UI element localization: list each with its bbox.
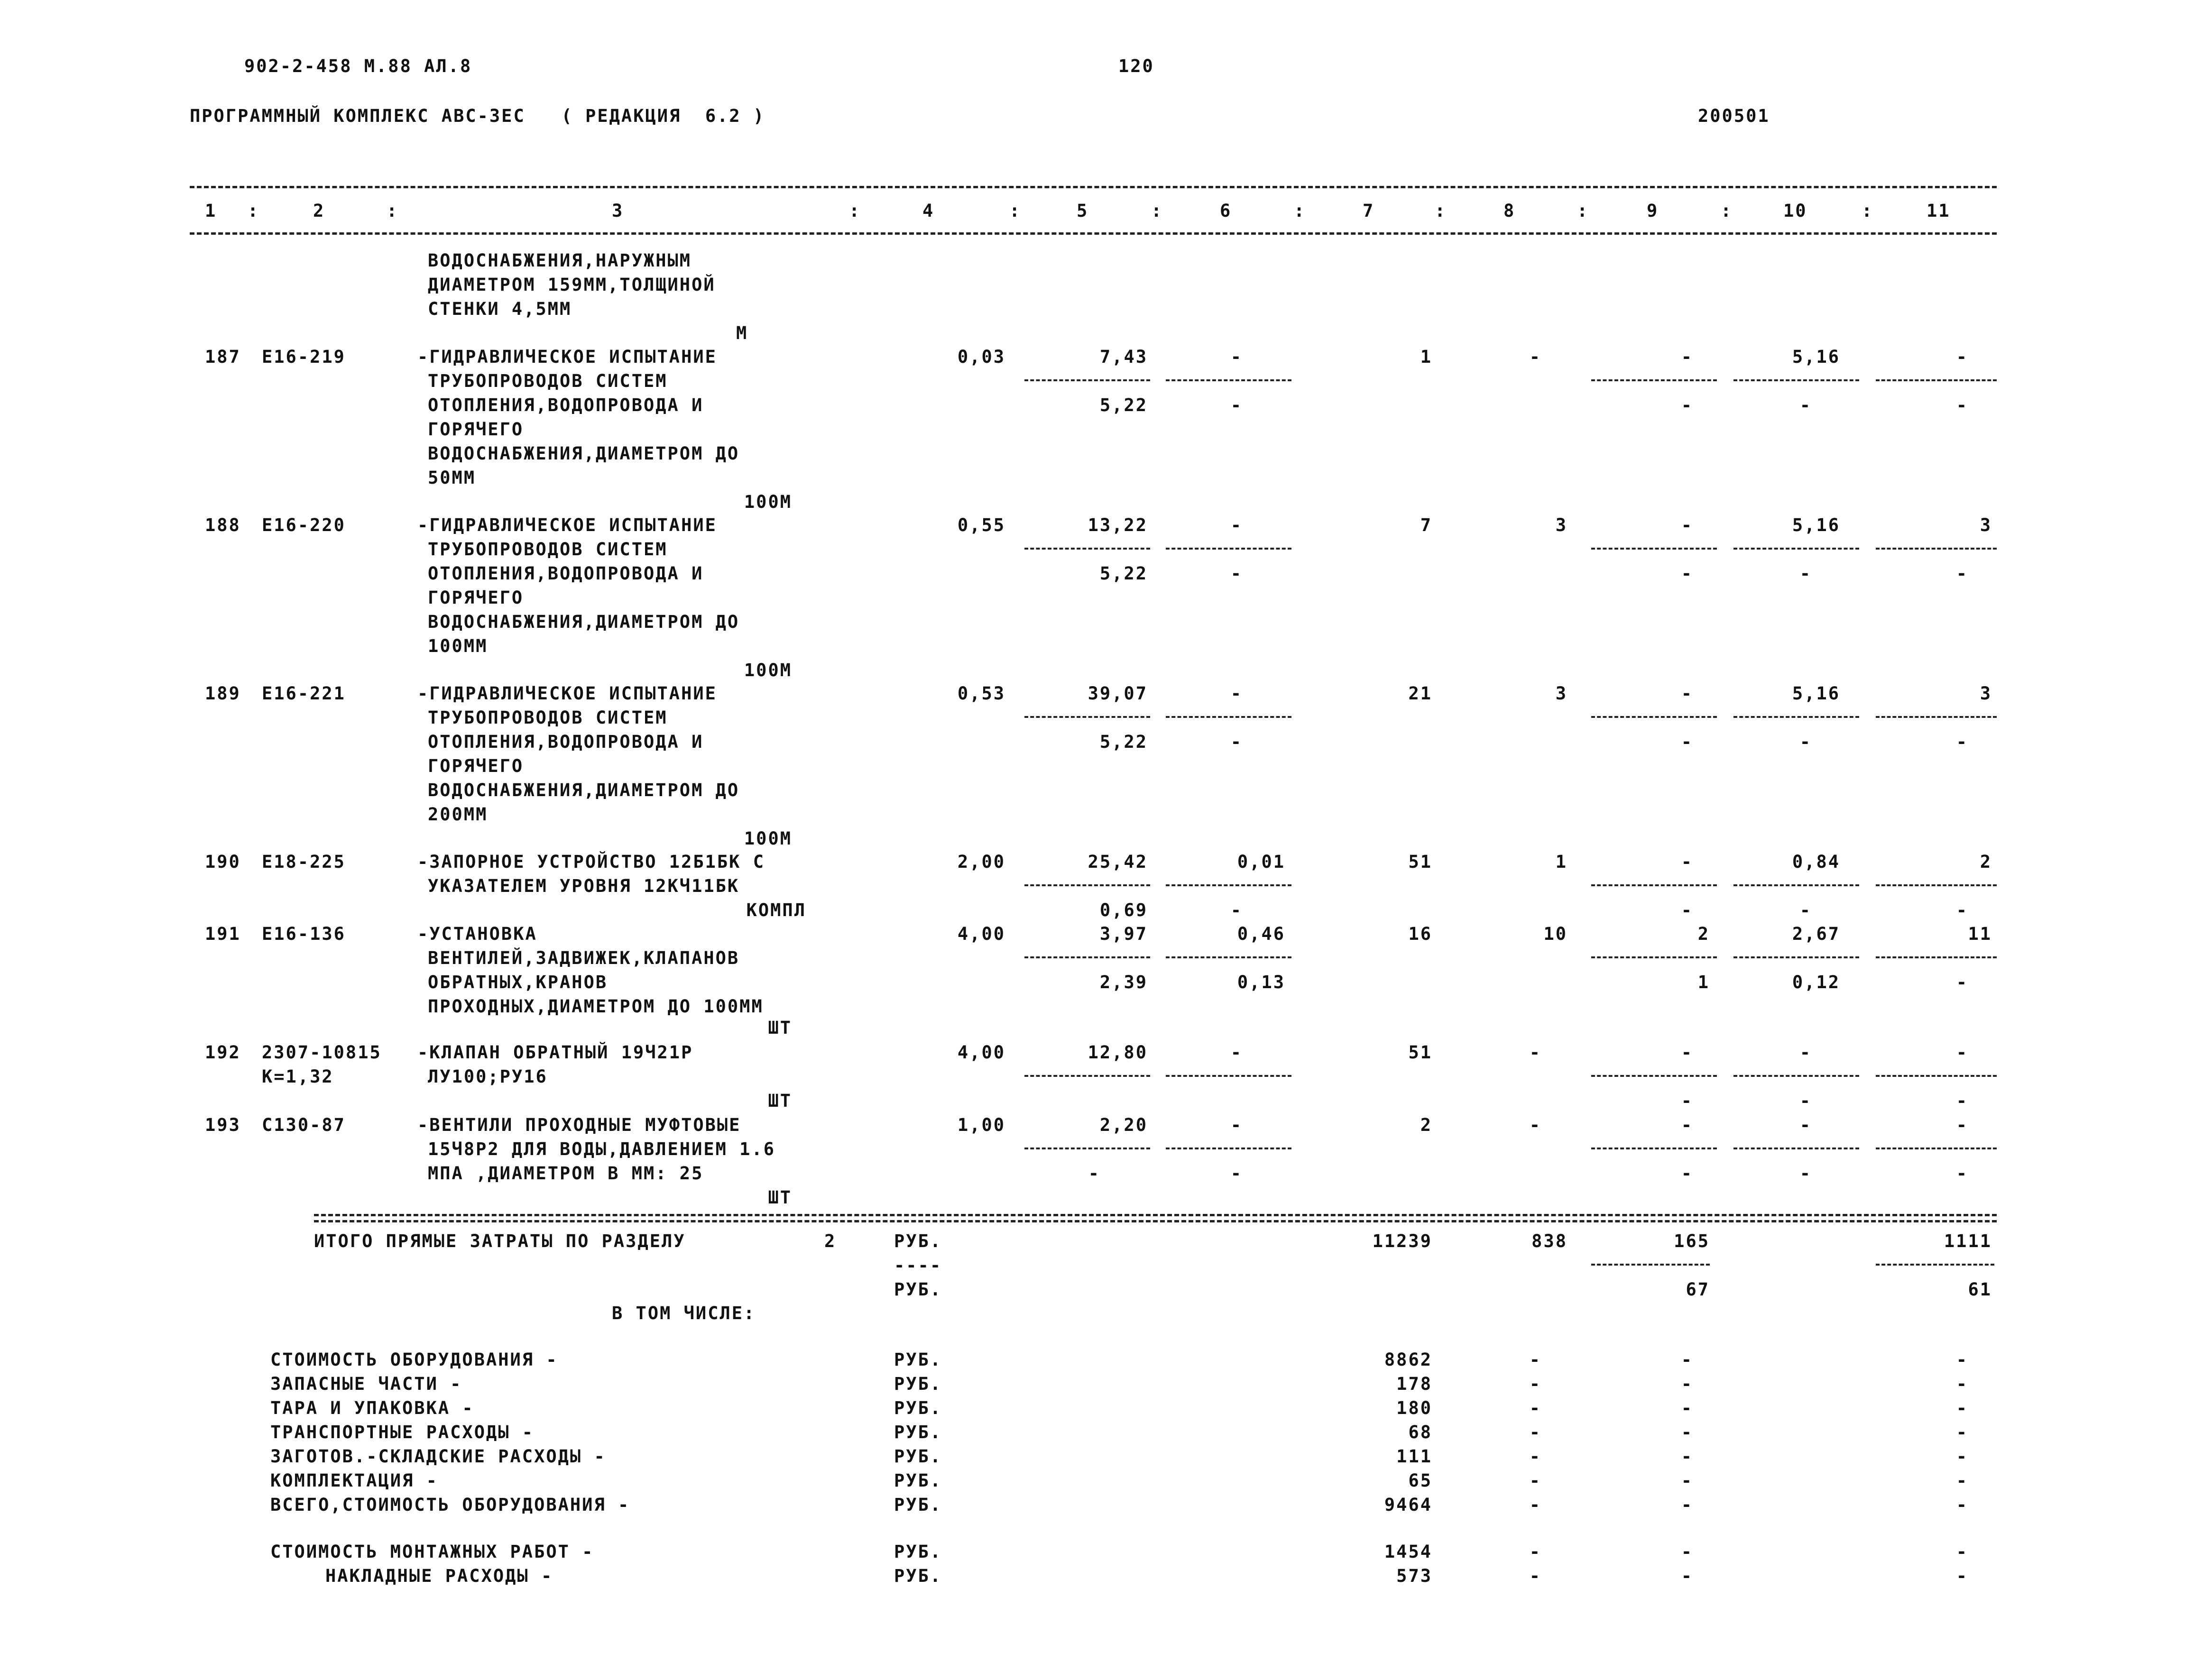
- mounting-currency: РУБ.: [894, 1542, 942, 1562]
- row-desc-line: ВЕНТИЛЕЙ,ЗАДВИЖЕК,КЛАПАНОВ: [428, 948, 740, 968]
- row-underline: [1166, 1148, 1291, 1149]
- row-desc-line: -ЗАПОРНОЕ УСТРОЙСТВО 12Б1БК С: [417, 852, 765, 872]
- breakdown-currency: РУБ.: [894, 1446, 942, 1467]
- row-underline: [1876, 548, 1997, 550]
- row-number: 190: [205, 852, 241, 872]
- row-c5a: 12,80: [1088, 1042, 1148, 1063]
- totals-currency: РУБ.: [894, 1231, 942, 1251]
- row-desc-line: 15Ч8Р2 ДЛЯ ВОДЫ,ДАВЛЕНИЕМ 1.6: [428, 1139, 776, 1159]
- row-c9b: -: [1681, 900, 1693, 920]
- row-quantity: 0,03: [957, 347, 1005, 367]
- row-underline: [1166, 956, 1291, 958]
- row-c9b: -: [1681, 732, 1693, 752]
- row-c6b: -: [1230, 563, 1243, 584]
- row-code: С130-87: [262, 1115, 346, 1135]
- mounting-c9: -: [1681, 1542, 1693, 1562]
- carry-line: СТЕНКИ 4,5ММ: [428, 299, 572, 319]
- row-desc-line: ГОРЯЧЕГО: [428, 419, 524, 440]
- carry-line: ВОДОСНАБЖЕНИЯ,НАРУЖНЫМ: [428, 250, 692, 271]
- row-c11a: 3: [1980, 683, 1992, 704]
- col-header-4: 4: [922, 201, 935, 221]
- row-c5a: 39,07: [1088, 683, 1148, 704]
- row-c11a: -: [1956, 347, 1968, 367]
- row-underline: [1591, 548, 1717, 550]
- row-unit: ШТ: [768, 1018, 792, 1038]
- row-underline: [1591, 716, 1717, 718]
- row-desc-line: ТРУБОПРОВОДОВ СИСТЕМ: [428, 539, 668, 560]
- row-c9b: -: [1681, 1091, 1693, 1111]
- row-c10a: -: [1799, 1042, 1812, 1063]
- breakdown-currency: РУБ.: [894, 1350, 942, 1370]
- row-c6a: -: [1230, 1042, 1243, 1063]
- row-c10b: -: [1799, 395, 1812, 415]
- breakdown-label: ВСЕГО,СТОИМОСТЬ ОБОРУДОВАНИЯ -: [270, 1495, 630, 1515]
- row-code: Е18-225: [262, 852, 346, 872]
- row-unit: ШТ: [768, 1091, 792, 1111]
- row-desc-line: ГОРЯЧЕГО: [428, 588, 524, 608]
- breakdown-currency: РУБ.: [894, 1422, 942, 1442]
- row-c9a: -: [1681, 852, 1693, 872]
- breakdown-c7: 178: [1396, 1374, 1432, 1394]
- row-c6a: 0,01: [1237, 852, 1285, 872]
- row-desc-line: ВОДОСНАБЖЕНИЯ,ДИАМЕТРОМ ДО: [428, 612, 740, 632]
- row-underline: [1024, 548, 1150, 550]
- row-unit: 100М: [744, 492, 792, 512]
- col-header-2: 2: [313, 201, 325, 221]
- row-c5a: 25,42: [1088, 852, 1148, 872]
- software-title: ПРОГРАММНЫЙ КОМПЛЕКС АВС-3ЕС ( РЕДАКЦИЯ 6.2 ): [190, 106, 765, 126]
- row-underline: [1733, 716, 1859, 718]
- row-underline: [1876, 716, 1997, 718]
- row-c11b: -: [1956, 900, 1968, 920]
- mounting-c8: -: [1529, 1566, 1541, 1586]
- row-underline: [1591, 379, 1717, 381]
- row-underline: [1024, 379, 1150, 381]
- row-unit: ШТ: [768, 1187, 792, 1208]
- totals-top-rule: [314, 1220, 1997, 1222]
- totals-label: ИТОГО ПРЯМЫЕ ЗАТРАТЫ ПО РАЗДЕЛУ: [314, 1231, 686, 1251]
- row-c11a: 11: [1968, 924, 1992, 944]
- row-c6a: -: [1230, 515, 1243, 535]
- row-c10a: 2,67: [1792, 924, 1840, 944]
- totals-c11: 1111: [1944, 1231, 1992, 1251]
- row-underline: [1876, 884, 1997, 886]
- row-number: 188: [205, 515, 241, 535]
- row-desc-line: УКАЗАТЕЛЕМ УРОВНЯ 12КЧ11БК: [428, 876, 740, 896]
- breakdown-c9: -: [1681, 1374, 1693, 1394]
- row-c5a: 13,22: [1088, 515, 1148, 535]
- row-c11b: -: [1956, 972, 1968, 992]
- col-header-9: 9: [1647, 201, 1659, 221]
- row-desc-line: 200ММ: [428, 804, 488, 825]
- col-header-10: 10: [1783, 201, 1807, 221]
- row-number: 193: [205, 1115, 241, 1135]
- row-underline: [1733, 956, 1859, 958]
- breakdown-currency: РУБ.: [894, 1495, 942, 1515]
- row-c8: 10: [1543, 924, 1567, 944]
- row-underline: [1733, 548, 1859, 550]
- breakdown-currency: РУБ.: [894, 1470, 942, 1491]
- breakdown-c8: -: [1529, 1350, 1541, 1370]
- carry-unit: М: [736, 323, 748, 343]
- row-c11a: 3: [1980, 515, 1992, 535]
- row-underline: [1591, 1075, 1717, 1077]
- row-c10b: -: [1799, 1091, 1812, 1111]
- row-c6a: -: [1230, 683, 1243, 704]
- row-c9b: -: [1681, 1163, 1693, 1184]
- row-underline: [1733, 1148, 1859, 1149]
- row-desc-line: ВОДОСНАБЖЕНИЯ,ДИАМЕТРОМ ДО: [428, 443, 740, 464]
- col-separator: :: [1009, 201, 1022, 221]
- totals-c8: 838: [1531, 1231, 1567, 1251]
- row-c9b: -: [1681, 395, 1693, 415]
- mounting-c7: 1454: [1384, 1542, 1432, 1562]
- totals-currency-dashes: ----: [894, 1255, 942, 1276]
- row-c9a: -: [1681, 1115, 1693, 1135]
- breakdown-c8: -: [1529, 1374, 1541, 1394]
- mounting-label: СТОИМОСТЬ МОНТАЖНЫХ РАБОТ -: [270, 1542, 594, 1562]
- row-underline: [1876, 379, 1997, 381]
- totals-underline: [1876, 1264, 1994, 1266]
- breakdown-label: СТОИМОСТЬ ОБОРУДОВАНИЯ -: [270, 1350, 558, 1370]
- row-underline: [1166, 716, 1291, 718]
- col-separator: :: [1862, 201, 1874, 221]
- row-c10a: -: [1799, 1115, 1812, 1135]
- breakdown-currency: РУБ.: [894, 1398, 942, 1418]
- row-c10a: 5,16: [1792, 683, 1840, 704]
- row-number: 192: [205, 1042, 241, 1063]
- totals-section-number: 2: [824, 1231, 837, 1251]
- row-c10a: 0,84: [1792, 852, 1840, 872]
- row-c6b: 0,13: [1237, 972, 1285, 992]
- row-number: 187: [205, 347, 241, 367]
- mounting-c9: -: [1681, 1566, 1693, 1586]
- mounting-c7: 573: [1396, 1566, 1432, 1586]
- breakdown-c11: -: [1956, 1422, 1968, 1442]
- row-c10b: -: [1799, 732, 1812, 752]
- breakdown-label: ЗАГОТОВ.-СКЛАДСКИЕ РАСХОДЫ -: [270, 1446, 606, 1467]
- row-desc-line: ОБРАТНЫХ,КРАНОВ: [428, 972, 608, 992]
- row-underline: [1876, 1148, 1997, 1149]
- totals-underline: [1591, 1264, 1710, 1266]
- row-c5b: 2,39: [1099, 972, 1148, 992]
- breakdown-c11: -: [1956, 1374, 1968, 1394]
- row-c7: 16: [1408, 924, 1432, 944]
- row-c11b: -: [1956, 563, 1968, 584]
- row-c11a: -: [1956, 1042, 1968, 1063]
- row-c7: 1: [1420, 347, 1432, 367]
- row-desc-line: -ВЕНТИЛИ ПРОХОДНЫЕ МУФТОВЫЕ: [417, 1115, 741, 1135]
- including-label: В ТОМ ЧИСЛЕ:: [612, 1303, 756, 1323]
- row-desc-line: -ГИДРАВЛИЧЕСКОЕ ИСПЫТАНИЕ: [417, 683, 717, 704]
- row-desc-line: ОТОПЛЕНИЯ,ВОДОПРОВОДА И: [428, 395, 704, 415]
- row-c6b: -: [1230, 1163, 1243, 1184]
- page-number: 120: [1118, 56, 1154, 76]
- row-desc-line: ВОДОСНАБЖЕНИЯ,ДИАМЕТРОМ ДО: [428, 780, 740, 800]
- row-c5b: 5,22: [1099, 395, 1148, 415]
- row-c8: -: [1529, 347, 1541, 367]
- row-underline: [1876, 956, 1997, 958]
- breakdown-c8: -: [1529, 1446, 1541, 1467]
- row-c11a: -: [1956, 1115, 1968, 1135]
- row-desc-line: 100ММ: [428, 636, 488, 656]
- breakdown-c8: -: [1529, 1398, 1541, 1418]
- totals-c9: 165: [1674, 1231, 1710, 1251]
- breakdown-c7: 111: [1396, 1446, 1432, 1467]
- doc-code: 902-2-458 М.88 АЛ.8: [244, 56, 472, 76]
- mounting-c8: -: [1529, 1542, 1541, 1562]
- mounting-c11: -: [1956, 1542, 1968, 1562]
- carry-line: ДИАМЕТРОМ 159ММ,ТОЛЩИНОЙ: [428, 275, 716, 295]
- row-desc-line: -ГИДРАВЛИЧЕСКОЕ ИСПЫТАНИЕ: [417, 515, 717, 535]
- col-header-11: 11: [1927, 201, 1951, 221]
- row-quantity: 2,00: [957, 852, 1005, 872]
- row-code: Е16-219: [262, 347, 346, 367]
- row-underline: [1166, 1075, 1291, 1077]
- col-separator: :: [387, 201, 399, 221]
- row-underline: [1876, 1075, 1997, 1077]
- row-underline: [1733, 379, 1859, 381]
- row-desc-line: МПА ,ДИАМЕТРОМ В ММ: 25: [428, 1163, 704, 1184]
- breakdown-c8: -: [1529, 1470, 1541, 1491]
- row-c7: 7: [1420, 515, 1432, 535]
- row-c5b: 5,22: [1099, 563, 1148, 584]
- row-c6a: 0,46: [1237, 924, 1285, 944]
- row-desc-line: -УСТАНОВКА: [417, 924, 537, 944]
- col-separator: :: [1435, 201, 1447, 221]
- row-underline: [1024, 716, 1150, 718]
- breakdown-c7: 65: [1408, 1470, 1432, 1491]
- row-quantity: 1,00: [957, 1115, 1005, 1135]
- row-c9b: 1: [1697, 972, 1710, 992]
- breakdown-c11: -: [1956, 1495, 1968, 1515]
- row-code: Е16-221: [262, 683, 346, 704]
- row-unit: 100М: [744, 828, 792, 849]
- row-c10a: 5,16: [1792, 515, 1840, 535]
- row-underline: [1166, 548, 1291, 550]
- breakdown-c9: -: [1681, 1470, 1693, 1491]
- breakdown-c9: -: [1681, 1350, 1693, 1370]
- totals-c11b: 61: [1968, 1279, 1992, 1300]
- row-desc-line: -КЛАПАН ОБРАТНЫЙ 19Ч21Р: [417, 1042, 693, 1063]
- row-underline: [1024, 1148, 1150, 1149]
- row-number: 191: [205, 924, 241, 944]
- col-header-1: 1: [205, 201, 217, 221]
- row-c5a: 3,97: [1099, 924, 1148, 944]
- row-c11a: 2: [1980, 852, 1992, 872]
- totals-c9b: 67: [1686, 1279, 1710, 1300]
- breakdown-c11: -: [1956, 1470, 1968, 1491]
- row-c6b: -: [1230, 732, 1243, 752]
- breakdown-label: КОМПЛЕКТАЦИЯ -: [270, 1470, 438, 1491]
- breakdown-c9: -: [1681, 1422, 1693, 1442]
- row-c5a: 7,43: [1099, 347, 1148, 367]
- breakdown-currency: РУБ.: [894, 1374, 942, 1394]
- row-c9a: -: [1681, 1042, 1693, 1063]
- row-c9b: -: [1681, 563, 1693, 584]
- row-underline: [1024, 1075, 1150, 1077]
- row-underline: [1024, 956, 1150, 958]
- row-quantity: 0,53: [957, 683, 1005, 704]
- breakdown-label: ЗАПАСНЫЕ ЧАСТИ -: [270, 1374, 462, 1394]
- row-c9a: 2: [1697, 924, 1710, 944]
- row-code: Е16-220: [262, 515, 346, 535]
- row-c6b: -: [1230, 395, 1243, 415]
- row-c7: 21: [1408, 683, 1432, 704]
- breakdown-c11: -: [1956, 1398, 1968, 1418]
- row-underline: [1166, 884, 1291, 886]
- row-c8: 3: [1555, 683, 1567, 704]
- row-c10b: -: [1799, 900, 1812, 920]
- row-quantity: 4,00: [957, 924, 1005, 944]
- row-c7: 51: [1408, 852, 1432, 872]
- row-desc-line: ГОРЯЧЕГО: [428, 756, 524, 776]
- row-desc-line: 50ММ: [428, 468, 476, 488]
- totals-c7: 11239: [1372, 1231, 1432, 1251]
- row-desc-line: ЛУ100;РУ16: [428, 1066, 548, 1087]
- row-c8: -: [1529, 1115, 1541, 1135]
- col-separator: :: [248, 201, 260, 221]
- breakdown-c7: 9464: [1384, 1495, 1432, 1515]
- mounting-c11: -: [1956, 1566, 1968, 1586]
- row-c6a: -: [1230, 347, 1243, 367]
- mounting-currency: РУБ.: [894, 1566, 942, 1586]
- row-c9a: -: [1681, 347, 1693, 367]
- breakdown-c9: -: [1681, 1446, 1693, 1467]
- row-underline: [1591, 884, 1717, 886]
- row-c5b: 0,69: [1099, 900, 1148, 920]
- row-code: Е16-136: [262, 924, 346, 944]
- col-header-6: 6: [1220, 201, 1232, 221]
- breakdown-c7: 68: [1408, 1422, 1432, 1442]
- row-c11b: -: [1956, 1091, 1968, 1111]
- row-c8: 3: [1555, 515, 1567, 535]
- row-desc-line: ОТОПЛЕНИЯ,ВОДОПРОВОДА И: [428, 563, 704, 584]
- breakdown-c9: -: [1681, 1495, 1693, 1515]
- header-top-rule: [190, 186, 1997, 188]
- row-desc-line: ТРУБОПРОВОДОВ СИСТЕМ: [428, 371, 668, 391]
- row-c5b: -: [1088, 1163, 1100, 1184]
- breakdown-c7: 180: [1396, 1398, 1432, 1418]
- col-header-7: 7: [1363, 201, 1375, 221]
- row-c10b: -: [1799, 563, 1812, 584]
- col-header-3: 3: [612, 201, 624, 221]
- row-quantity: 4,00: [957, 1042, 1005, 1063]
- col-separator: :: [1294, 201, 1306, 221]
- col-separator: :: [1151, 201, 1163, 221]
- row-c11b: -: [1956, 395, 1968, 415]
- row-unit: 100М: [744, 660, 792, 680]
- row-underline: [1591, 956, 1717, 958]
- row-c10b: -: [1799, 1163, 1812, 1184]
- row-c11b: -: [1956, 1163, 1968, 1184]
- row-underline: [1733, 1075, 1859, 1077]
- row-unit: КОМПЛ: [746, 900, 806, 920]
- row-c11b: -: [1956, 732, 1968, 752]
- row-code-coefficient: К=1,32: [262, 1066, 334, 1087]
- col-header-5: 5: [1077, 201, 1089, 221]
- totals-top-rule: [314, 1214, 1997, 1216]
- row-desc-line: ТРУБОПРОВОДОВ СИСТЕМ: [428, 707, 668, 728]
- row-underline: [1591, 1148, 1717, 1149]
- row-c7: 51: [1408, 1042, 1432, 1063]
- row-c5a: 2,20: [1099, 1115, 1148, 1135]
- row-underline: [1733, 884, 1859, 886]
- row-c9a: -: [1681, 515, 1693, 535]
- row-code: 2307-10815: [262, 1042, 382, 1063]
- row-c9a: -: [1681, 683, 1693, 704]
- breakdown-c9: -: [1681, 1398, 1693, 1418]
- breakdown-label: ТАРА И УПАКОВКА -: [270, 1398, 474, 1418]
- header-bottom-rule: [190, 232, 1997, 235]
- row-underline: [1166, 379, 1291, 381]
- breakdown-c11: -: [1956, 1350, 1968, 1370]
- row-quantity: 0,55: [957, 515, 1005, 535]
- row-desc-line: -ГИДРАВЛИЧЕСКОЕ ИСПЫТАНИЕ: [417, 347, 717, 367]
- row-underline: [1024, 884, 1150, 886]
- breakdown-c8: -: [1529, 1495, 1541, 1515]
- row-c8: -: [1529, 1042, 1541, 1063]
- breakdown-label: ТРАНСПОРТНЫЕ РАСХОДЫ -: [270, 1422, 535, 1442]
- col-separator: :: [1577, 201, 1589, 221]
- row-c6a: -: [1230, 1115, 1243, 1135]
- row-number: 189: [205, 683, 241, 704]
- col-separator: :: [849, 201, 861, 221]
- mounting-label: НАКЛАДНЫЕ РАСХОДЫ -: [325, 1566, 553, 1586]
- row-c10b: 0,12: [1792, 972, 1840, 992]
- col-header-8: 8: [1503, 201, 1516, 221]
- row-c7: 2: [1420, 1115, 1432, 1135]
- row-desc-line: ОТОПЛЕНИЯ,ВОДОПРОВОДА И: [428, 732, 704, 752]
- doc-id-code: 200501: [1698, 106, 1770, 126]
- row-c5b: 5,22: [1099, 732, 1148, 752]
- row-c10a: 5,16: [1792, 347, 1840, 367]
- breakdown-c11: -: [1956, 1446, 1968, 1467]
- row-c8: 1: [1555, 852, 1567, 872]
- row-c6b: -: [1230, 900, 1243, 920]
- col-separator: :: [1721, 201, 1733, 221]
- row-desc-line: ПРОХОДНЫХ,ДИАМЕТРОМ ДО 100ММ: [428, 996, 764, 1017]
- totals-currency: РУБ.: [894, 1279, 942, 1300]
- breakdown-c8: -: [1529, 1422, 1541, 1442]
- breakdown-c7: 8862: [1384, 1350, 1432, 1370]
